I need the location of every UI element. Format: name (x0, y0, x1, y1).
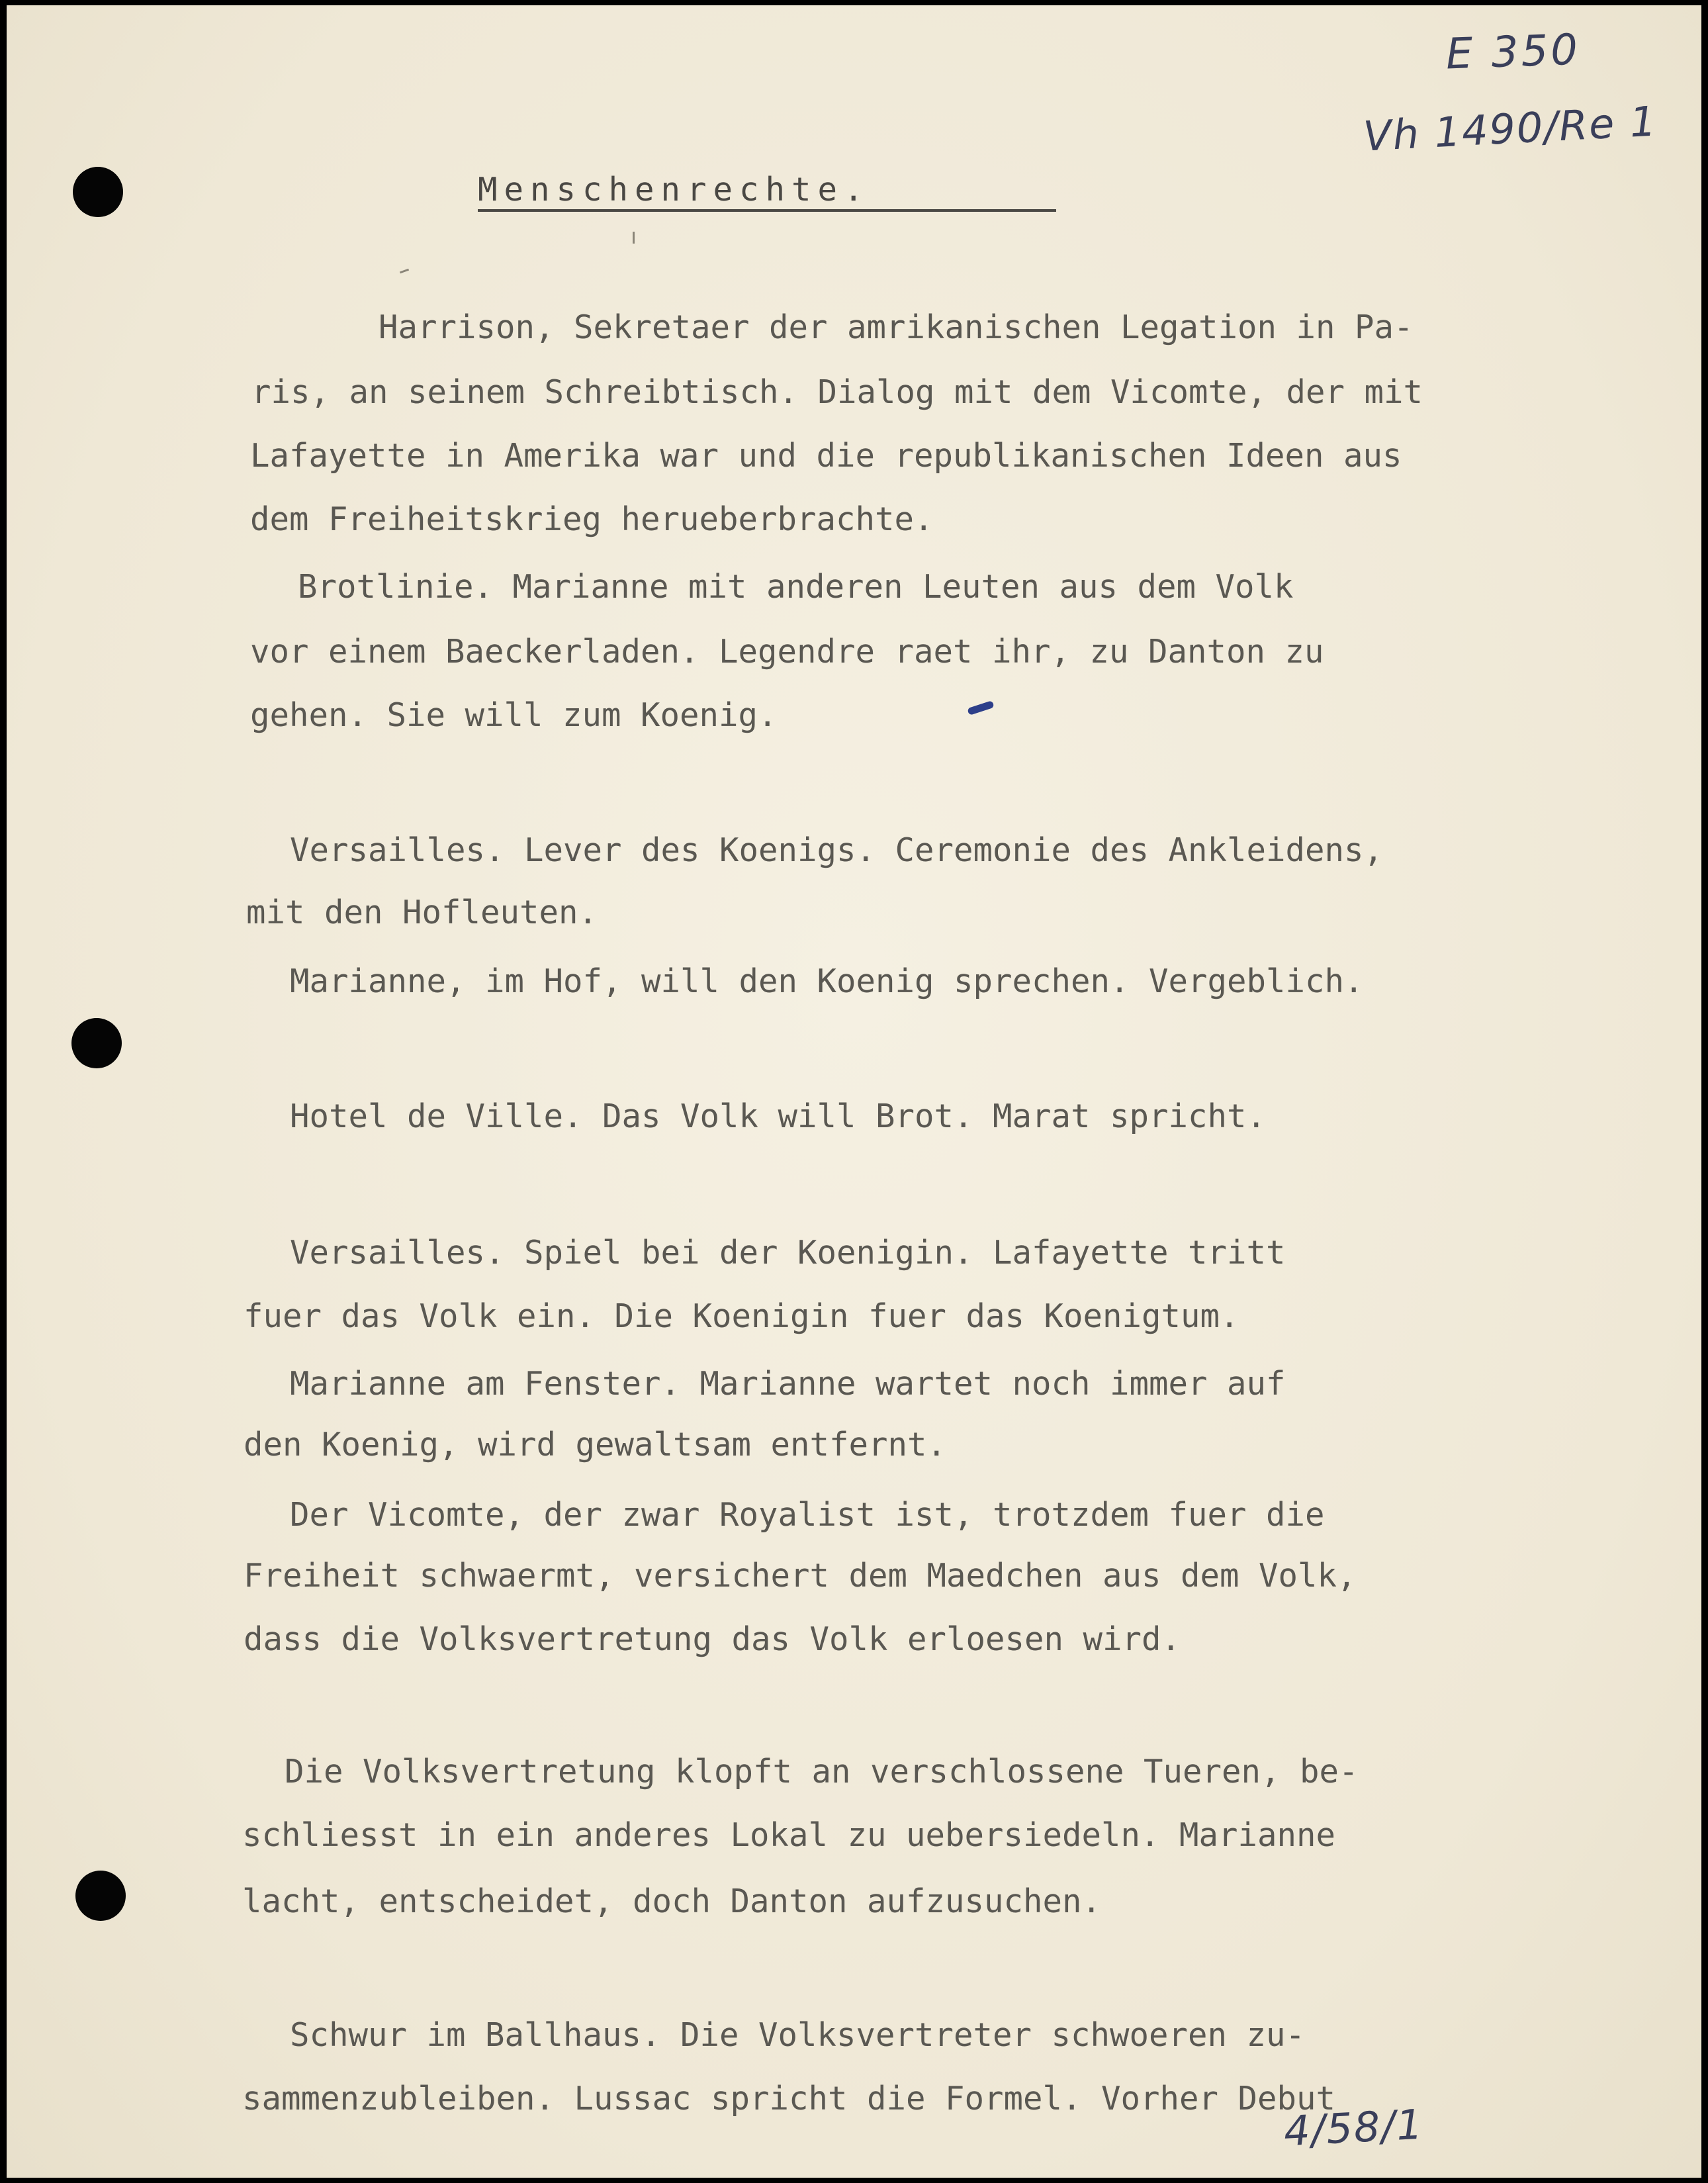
text-line: lacht, entscheidet, doch Danton aufzusuchen. (242, 1882, 1102, 1920)
text-line: Hotel de Ville. Das Volk will Brot. Marat spricht. (290, 1097, 1267, 1135)
punch-hole (75, 1871, 126, 1921)
text-line: mit den Hofleuten. (246, 894, 598, 931)
handwritten-page-reference: 4/58/1 (1282, 2100, 1425, 2156)
text-line: Der Vicomte, der zwar Royalist ist, trotzdem fuer die (290, 1496, 1325, 1534)
handwritten-archive-code: E 350 (1445, 25, 1582, 79)
text-line: Versailles. Spiel bei der Koenigin. Lafayette tritt (290, 1234, 1286, 1272)
handwritten-archive-reference: Vh 1490/Re 1 (1362, 97, 1659, 161)
text-line: Marianne am Fenster. Marianne wartet noch immer auf (290, 1365, 1286, 1403)
document-page (7, 5, 1701, 2178)
punch-hole (71, 1018, 122, 1068)
text-line: dem Freiheitskrieg herueberbrachte. (250, 500, 934, 538)
text-line: fuer das Volk ein. Die Koenigin fuer das Koenigtum. (244, 1297, 1239, 1335)
blue-ink-mark (967, 700, 994, 716)
text-line: schliesst in ein anderes Lokal zu uebersiedeln. Marianne (242, 1816, 1336, 1854)
text-line: dass die Volksvertretung das Volk erloesen wird. (244, 1620, 1181, 1658)
text-line: sammenzubleiben. Lussac spricht die Formel. Vorher Debut (242, 2080, 1336, 2117)
punch-hole (73, 167, 123, 217)
text-line: Versailles. Lever des Koenigs. Ceremonie des Ankleidens, (290, 831, 1384, 869)
text-line: Lafayette in Amerika war und die republikanischen Ideen aus (250, 437, 1402, 475)
text-line: Brotlinie. Marianne mit anderen Leuten aus dem Volk (298, 568, 1294, 606)
text-line: Die Volksvertretung klopft an verschlossene Tueren, be- (285, 1753, 1359, 1790)
text-line: Marianne, im Hof, will den Koenig sprechen. Vergeblich. (290, 962, 1364, 1000)
title-underline (478, 209, 1056, 212)
document-title: Menschenrechte. (478, 171, 870, 209)
stray-pencil-mark (633, 232, 635, 244)
text-line: gehen. Sie will zum Koenig. (250, 696, 778, 734)
stray-pencil-mark (400, 269, 409, 274)
text-line: Schwur im Ballhaus. Die Volksvertreter schwoeren zu- (290, 2016, 1306, 2054)
text-line: vor einem Baeckerladen. Legendre raet ihr, zu Danton zu (250, 633, 1324, 671)
text-line: Freiheit schwaermt, versichert dem Maedchen aus dem Volk, (244, 1557, 1357, 1595)
text-line: ris, an seinem Schreibtisch. Dialog mit dem Vicomte, der mit (251, 373, 1423, 411)
text-line: Harrison, Sekretaer der amrikanischen Legation in Pa- (379, 308, 1414, 346)
text-line: den Koenig, wird gewaltsam entfernt. (244, 1426, 947, 1463)
